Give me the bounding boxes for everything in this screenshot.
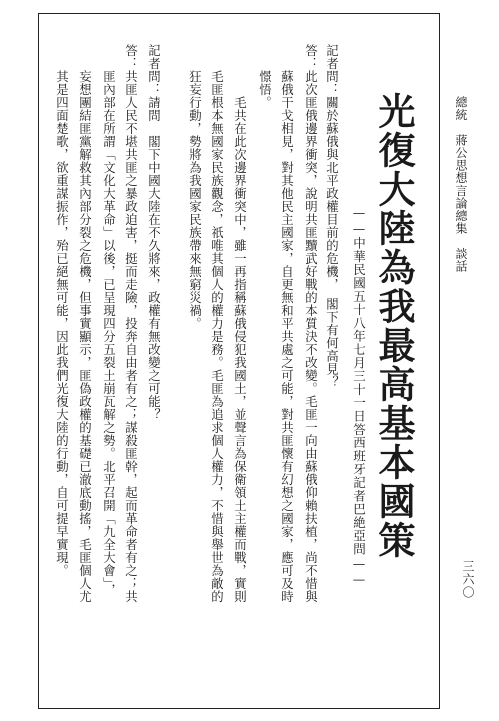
article-title: 光復大陸為我最高基本國策 <box>372 92 416 560</box>
page-number: 三六〇 <box>461 560 475 599</box>
article-subtitle: ——中華民國五十八年七月三十一日答西班牙記者巴絶亞問—— <box>351 205 367 588</box>
answer-1-line-1: 答：此次匪俄邊界衝突，說明共匪黷武好戰的本質決不改變。毛匪一向由蘇俄仰賴扶植，尚不惜與 <box>303 44 319 603</box>
question-1: 記者問：關於蘇俄與北平政權目前的危機， 閣下有何高見？ <box>324 44 340 389</box>
answer-2-line-1: 答：共匪人民不堪共匪之暴政迫害，挺而走險，投奔自由者有之；謀殺匪幹，起而革命者有之；共 <box>123 44 139 603</box>
answer-2-line-2: 匪內部在所謂「文化大革命」以後，已呈現四分五裂土崩瓦解之勢。北平召開「九全大會」， <box>101 70 117 597</box>
answer-1-line-4: 毛共在此次邊界衝突中，雖一再指稱蘇俄侵犯我國土，並聲言為保衛領土主權而戰，實則 <box>232 96 248 603</box>
question-2: 記者問：請問 閣下中國大陸在不久將來，政權有無改變之可能？ <box>146 44 162 421</box>
answer-2-line-3: 妄想團結匪黨解救其內部分裂之危機，但事實顯示，匪偽政權的基礎已澈底動搖，毛匪個人尤 <box>77 70 93 603</box>
answer-1-line-2: 蘇俄干戈相見，對其他民主國家，自更無和平共處之可能，對共匪懷有幻想之國家，應可及時 <box>279 70 295 603</box>
answer-2-line-4: 其是四面楚歌，欲重謀振作，殆已絕無可能，因此我們光復大陸的行動，自可提早實現。 <box>54 70 70 577</box>
answer-1-line-6: 狂妄行動，勢將為我國家民族帶來無窮災禍。 <box>187 70 203 330</box>
answer-1-line-5: 毛匪根本無國家民族觀念，祇唯其個人的權力是務。毛匪為追求個人權力，不惜與舉世為敵的 <box>209 70 225 603</box>
series-title: 總統 蔣公思想言論總集 談話 <box>454 96 468 273</box>
answer-1-line-3: 憬悟。 <box>257 70 273 109</box>
